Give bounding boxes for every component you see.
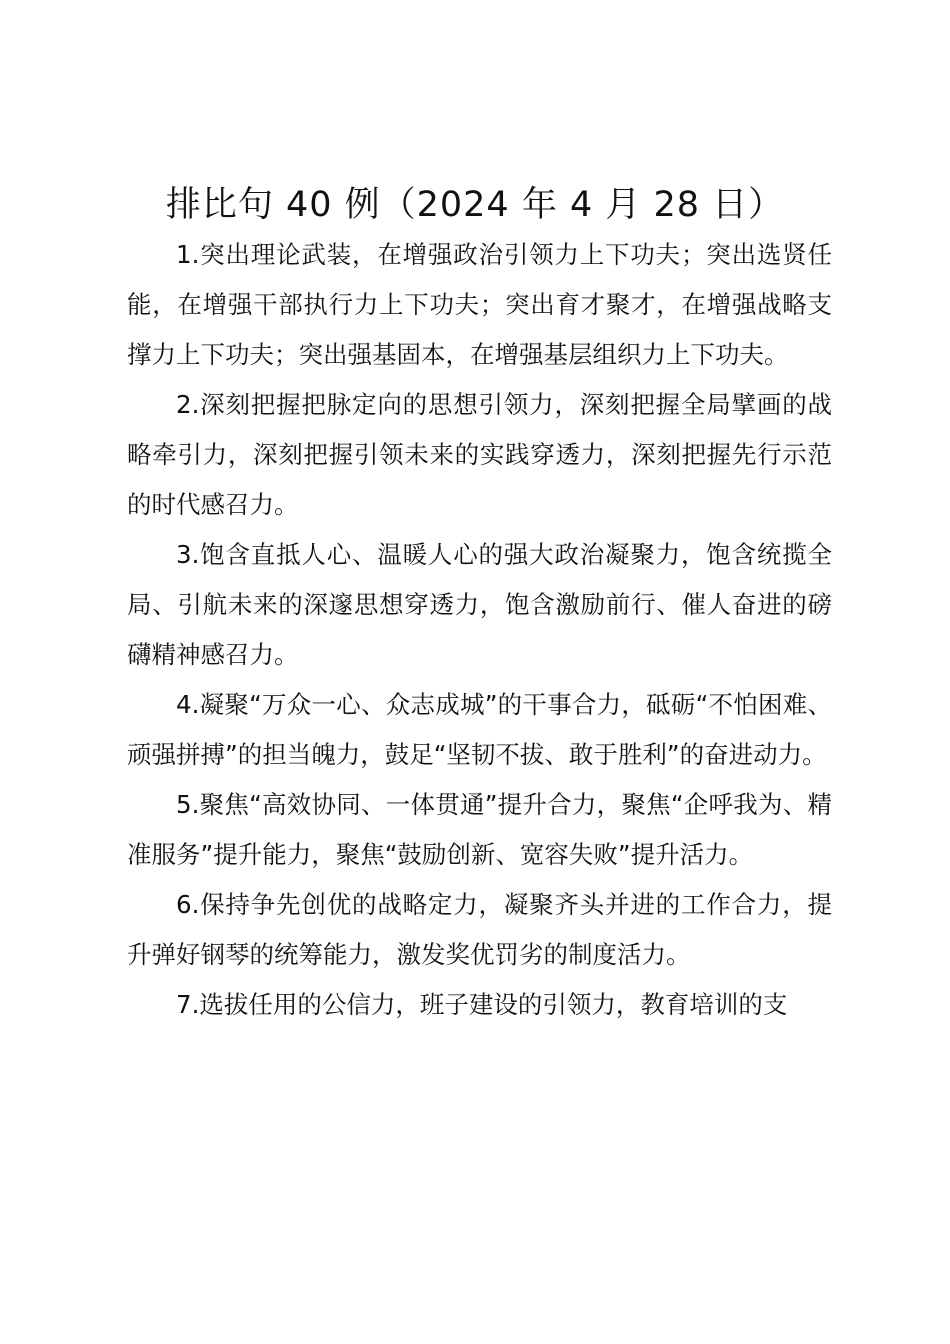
paragraph-2: 2.深刻把握把脉定向的思想引领力，深刻把握全局擘画的战略牵引力，深刻把握引领未来的实践穿透力，深刻把握先行示范的时代感召力。 — [127, 390, 832, 519]
paragraph-4: 4.凝聚“万众一心、众志成城”的干事合力，砥砺“不怕困难、顽强拼搏”的担当魄力，鼓足“坚韧不拔、敢于胜利”的奋进动力。 — [127, 690, 832, 769]
paragraph-7: 7.选拔任用的公信力，班子建设的引领力，教育培训的支 — [176, 990, 788, 1019]
paragraph-3: 3.饱含直抵人心、温暖人心的强大政治凝聚力，饱含统揽全局、引航未来的深邃思想穿透力，饱含激励前行、催人奋进的磅礴精神感召力。 — [127, 540, 832, 669]
paragraph-5: 5.聚焦“高效协同、一体贯通”提升合力，聚焦“企呼我为、精准服务”提升能力，聚焦“鼓励创新、宽容失败”提升活力。 — [127, 790, 832, 869]
paragraph-6: 6.保持争先创优的战略定力，凝聚齐头并进的工作合力，提升弹好钢琴的统筹能力，激发奖优罚劣的制度活力。 — [127, 890, 832, 969]
document-title: 排比句 40 例（2024 年 4 月 28 日） — [165, 185, 785, 225]
document-body — [127, 230, 832, 1030]
paragraph-1: 1.突出理论武装，在增强政治引领力上下功夫；突出选贤任能，在增强干部执行力上下功夫；突出育才聚才，在增强战略支撑力上下功夫；突出强基固本，在增强基层组织力上下功夫。 — [127, 240, 832, 369]
